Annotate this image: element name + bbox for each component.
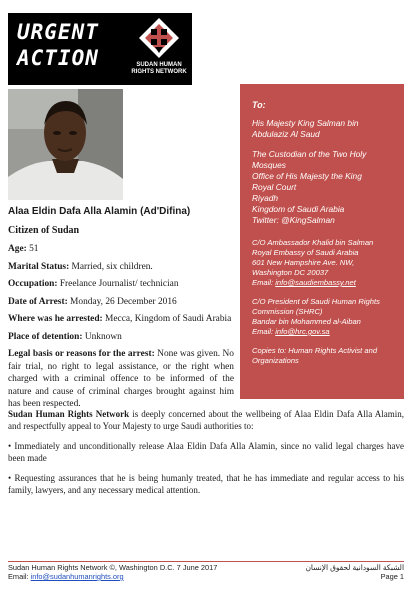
legal-basis-value: None was given. No fair trial, no right to legal assistance, or the right when charged with a criminal offence to be informed of the nature and cause of criminal charges brought against him has been respected. <box>8 349 234 409</box>
shrc-email-label: Email: <box>252 327 274 336</box>
footer-email-link[interactable]: info@sudanhumanrights.org <box>30 572 124 581</box>
logo-caption-line2: RIGHTS NETWORK <box>131 69 187 75</box>
footer-divider <box>8 561 404 562</box>
banner-line-action: ACTION <box>17 46 99 70</box>
marital-row <box>8 261 234 274</box>
arrest-place-row <box>8 313 234 326</box>
recipients-box <box>240 84 404 399</box>
age-value: 51 <box>29 244 39 254</box>
footer-arabic-name: الشبكة السودانية لحقوق الإنسان <box>305 563 404 572</box>
logo-caption-line1: SUDAN HUMAN <box>136 62 182 68</box>
recipient-king: His Majesty King Salman bin Abdulaziz Al Saud <box>252 118 359 139</box>
appeal-point-release: • Immediately and unconditionally release Alaa Eldin Dafa Alla Alamin, since no valid legal charges have been made <box>8 441 404 463</box>
recipient-court: Royal Court <box>252 182 297 192</box>
ambassador-email-link[interactable]: info@saudiembassy.net <box>275 278 356 287</box>
logo-caption <box>130 62 188 76</box>
occupation-row <box>8 278 234 291</box>
recipient-country: Kingdom of Saudi Arabia <box>252 204 345 214</box>
to-label: To: <box>252 100 266 110</box>
arrest-place-value: Mecca, Kingdom of Saudi Arabia <box>105 314 232 324</box>
detainee-photo <box>8 89 123 200</box>
ambassador-line2: Royal Embassy of Saudi Arabia <box>252 248 359 257</box>
recipient-city: Riyadh <box>252 193 279 203</box>
appeal-body <box>8 409 404 505</box>
copies-to: Copies to: Human Rights Activist and Organizations <box>252 346 378 365</box>
detention-value: Unknown <box>84 331 122 342</box>
arrest-date-row <box>8 296 234 309</box>
detention-label: Place of detention: <box>8 331 83 342</box>
footer-email-row <box>8 572 217 581</box>
shrc-line2: Bandar bin Mohammed al-Aiban <box>252 317 361 326</box>
age-label: Age: <box>8 244 27 254</box>
marital-value: Married, six children. <box>71 261 153 272</box>
occupation-label: Occupation: <box>8 279 58 289</box>
shrn-logo-icon <box>138 17 180 61</box>
footer-page-number: Page 1 <box>380 572 404 581</box>
footer-email-label: Email: <box>8 572 29 581</box>
footer-right <box>305 563 404 581</box>
arrest-date-value: Monday, 26 December 2016 <box>70 296 177 307</box>
footer-left <box>8 563 217 581</box>
appeal-intro-text: is deeply concerned about the wellbeing of Alaa Eldin Dafa Alla Alamin, and respectfully appeal to Your Majesty to urge Saudi authorities to: <box>8 409 405 431</box>
arrest-place-label: Where was he arrested: <box>8 314 103 324</box>
ambassador-email-row <box>252 278 396 288</box>
appeal-point-assurances: • Requesting assurances that he is being humanly treated, that he has immediate and regular access to his family, lawyers, and any necessary medical attention. <box>8 473 404 495</box>
banner-line-urgent: URGENT <box>17 20 99 44</box>
ambassador-block <box>252 238 396 288</box>
legal-basis-label: Legal basis or reasons for the arrest: <box>8 349 155 359</box>
occupation-value: Freelance Journalist/ technician <box>59 279 179 289</box>
urgent-action-banner <box>8 13 192 85</box>
detainee-citizenship: Citizen of Sudan <box>8 224 80 236</box>
footer-copyright: Sudan Human Rights Network ©, Washington D.C. 7 June 2017 <box>8 563 218 572</box>
shrc-email-link[interactable]: info@hrc.gov.sa <box>275 327 330 336</box>
shrc-block <box>252 297 396 337</box>
org-name: Sudan Human Rights Network <box>8 409 130 419</box>
ambassador-email-label: Email: <box>252 278 274 287</box>
recipient-address <box>252 149 396 226</box>
detention-row <box>8 331 234 344</box>
marital-label: Marital Status: <box>8 261 70 272</box>
arrest-date-label: Date of Arrest: <box>8 296 68 307</box>
ambassador-line1: C/O Ambassador Khalid bin Salman <box>252 238 374 247</box>
banner-title <box>17 19 99 71</box>
detainee-photo-image <box>8 89 123 200</box>
recipient-custodian: The Custodian of the Two Holy Mosques <box>252 149 367 170</box>
ambassador-line3: 601 New Hampshire Ave. NW, <box>252 258 355 267</box>
legal-basis-row <box>8 348 234 411</box>
ambassador-line4: Washington DC 20037 <box>252 268 329 277</box>
shrc-line1: C/O President of Saudi Human Rights Commission (SHRC) <box>252 297 380 316</box>
detainee-name: Alaa Eldin Dafa Alla Alamin (Ad'Difina) <box>8 206 191 217</box>
shrc-email-row <box>252 327 396 337</box>
age-row <box>8 243 234 256</box>
shrn-logo <box>130 17 188 81</box>
recipient-twitter: Twitter: @KingSalman <box>252 215 335 225</box>
appeal-intro <box>8 409 404 432</box>
detainee-details <box>8 206 234 416</box>
recipient-office: Office of His Majesty the King <box>252 171 362 181</box>
